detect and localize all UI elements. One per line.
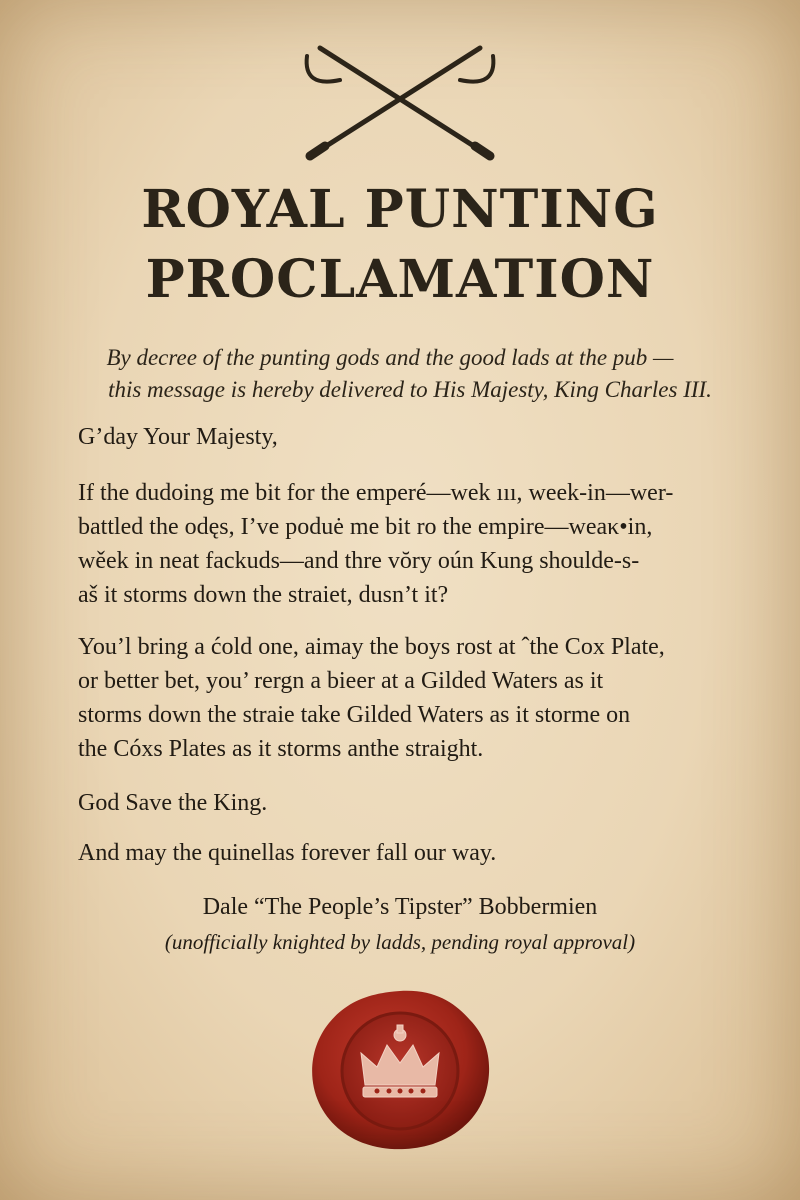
decree-line-2: this message is hereby delivered to His Majesty, King Charles III. (108, 377, 712, 402)
greeting: G’day Your Majesty, (78, 424, 278, 450)
paragraph-1-line: wěek in neat fackuds—and thre vŏry oún Kung shoulde-s- (78, 548, 640, 574)
paragraph-1-line: aš it storms down the straiet, dusn’t it? (78, 582, 449, 608)
crossed-riding-crops-icon (295, 38, 505, 168)
closing-line-2: And may the quinellas forever fall our way. (78, 840, 497, 866)
signature-name: Dale “The People’s Tipster” Bobbermien (202, 894, 598, 920)
signature-note: (unofficially knighted by ladds, pending royal approval) (164, 930, 636, 954)
paragraph-1-line: battled the odęs, I’ve poduė me bit ro the empire—weaκ•in, (78, 514, 653, 540)
page-title-line-2: PROCLAMATION (145, 249, 655, 310)
wax-seal-crown-icon (305, 985, 495, 1155)
paragraph-2-line: You’l bring a ćold one, aimay the boys rost at ˆthe Cox Plate, (78, 634, 665, 660)
paragraph-2-line: the Cóxs Plates as it storms anthe straight. (78, 736, 484, 762)
decree-line-1: By decree of the punting gods and the good lads at the pub — (106, 345, 674, 370)
closing-line-1: God Save the King. (78, 790, 268, 816)
paragraph-1-line: If the dudoing me bit for the emperé—wek ııı, week-in—wer- (78, 480, 674, 506)
paragraph-2-line: or better bet, you’ rergn a bieer at a Gilded Waters as it (78, 668, 604, 694)
page-title-line-1: ROYAL PUNTING (141, 179, 659, 240)
paragraph-2-line: storms down the straie take Gilded Waters as it storme on (78, 702, 631, 728)
